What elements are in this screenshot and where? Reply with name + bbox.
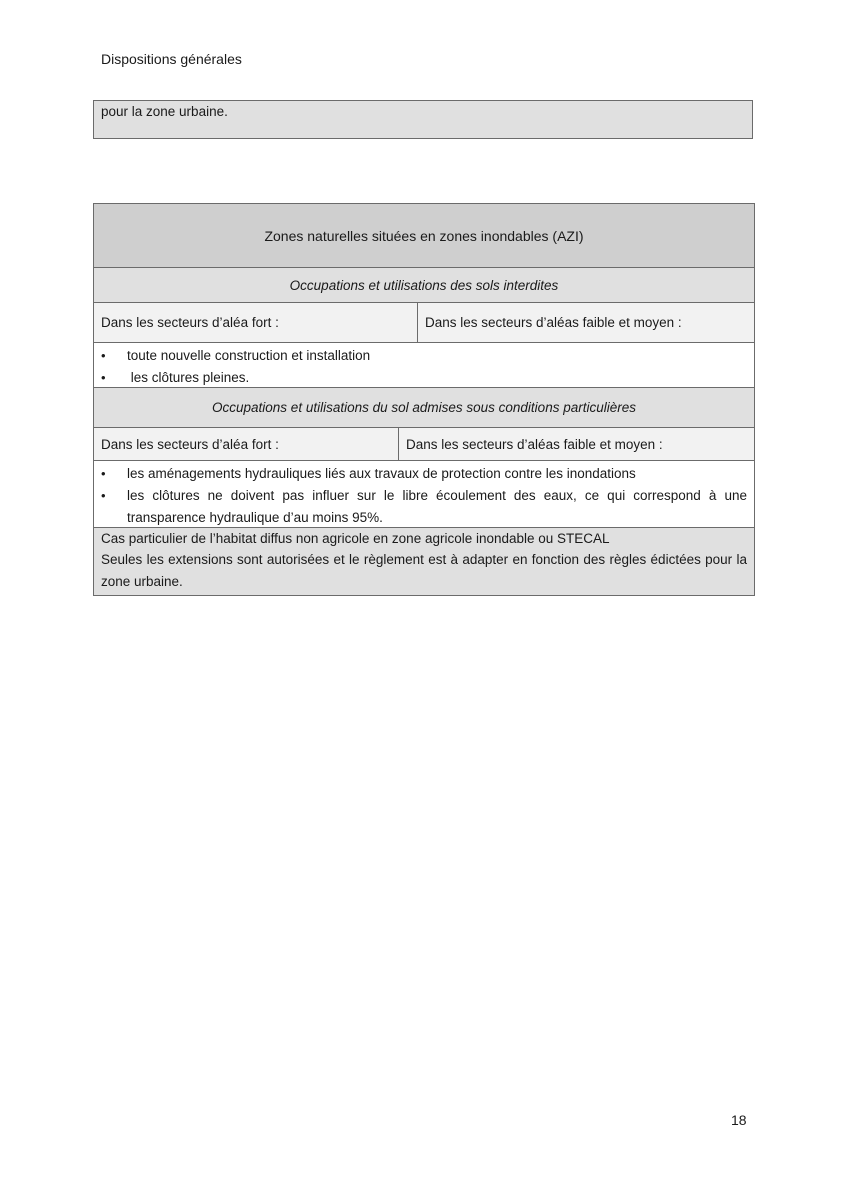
forbidden-heading: Occupations et utilisations des sols interdites — [289, 277, 559, 293]
forbidden-high-hazard-cell — [94, 303, 418, 342]
list-item — [101, 463, 747, 485]
allowed-high-hazard-cell — [94, 428, 399, 460]
special-case-row — [94, 528, 754, 595]
table-title-row — [94, 204, 754, 268]
allowed-low-medium-hazard-label: Dans les secteurs d’aléas faible et moyen : — [406, 436, 663, 452]
bullet-icon: • — [101, 348, 106, 363]
previous-table-text: pour la zone urbaine. — [101, 104, 228, 119]
previous-table-continuation — [93, 100, 753, 139]
list-item — [101, 485, 747, 529]
forbidden-heading-row — [94, 268, 754, 303]
list-item-text: toute nouvelle construction et installation — [127, 348, 371, 363]
list-item-text: les clôtures ne doivent pas influer sur le libre écoulement des eaux, ce qui correspond à une transparence hydraulique d’au moins 95%. — [127, 488, 747, 525]
list-item — [101, 345, 747, 367]
allowed-low-medium-hazard-cell — [399, 428, 754, 460]
regulation-table — [93, 203, 755, 596]
forbidden-low-medium-hazard-cell — [418, 303, 754, 342]
page-number: 18 — [731, 1112, 747, 1128]
allowed-items-row — [94, 461, 754, 528]
bullet-icon: • — [101, 488, 106, 503]
table-title: Zones naturelles situées en zones inondables (AZI) — [264, 227, 584, 244]
list-item-text: les clôtures pleines. — [127, 370, 250, 385]
allowed-items-list — [101, 463, 747, 529]
list-item-text: les aménagements hydrauliques liés aux travaux de protection contre les inondations — [127, 466, 636, 481]
page-header-title: Dispositions générales — [101, 51, 242, 67]
forbidden-high-hazard-label: Dans les secteurs d’aléa fort : — [101, 315, 279, 330]
allowed-heading: Occupations et utilisations du sol admises sous conditions particulières — [212, 400, 636, 415]
allowed-heading-row — [94, 388, 754, 428]
bullet-icon: • — [101, 466, 106, 481]
special-case-title: Cas particulier de l’habitat diffus non agricole en zone agricole inondable ou STECAL — [101, 531, 610, 546]
forbidden-columns-row — [94, 303, 754, 343]
forbidden-low-medium-hazard-label: Dans les secteurs d’aléas faible et moyen : — [425, 315, 682, 330]
special-case-text: Seules les extensions sont autorisées et le règlement est à adapter en fonction des règles édictées pour la zone urbaine. — [101, 552, 747, 589]
allowed-high-hazard-label: Dans les secteurs d’aléa fort : — [101, 436, 279, 452]
list-item — [101, 367, 747, 389]
allowed-columns-row — [94, 428, 754, 461]
forbidden-items-list — [101, 345, 747, 389]
forbidden-items-row — [94, 343, 754, 388]
bullet-icon: • — [101, 370, 106, 385]
